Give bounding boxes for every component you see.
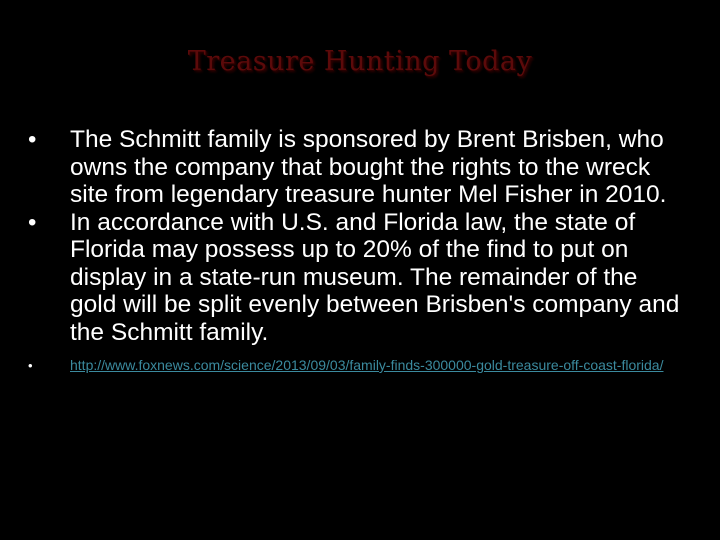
bullet-item xyxy=(28,126,688,209)
bullet-icon: • xyxy=(28,208,37,236)
bullet-text: The Schmitt family is sponsored by Brent Brisben, who owns the company that bought the rights to the wreck site from legendary treasure hunter Mel Fisher in 2010. xyxy=(70,126,667,208)
source-link-item xyxy=(28,358,670,373)
bullet-text: In accordance with U.S. and Florida law, the state of Florida may possess up to 20% of the find to put on display in a state-run museum. The remainder of the gold will be split evenly between Brisben's company and the Schmitt family. xyxy=(70,208,680,346)
bullet-icon: • xyxy=(28,358,33,373)
bullet-list xyxy=(28,126,688,373)
slide-title: Treasure Hunting Today xyxy=(187,46,533,77)
bullet-icon: • xyxy=(28,126,37,153)
bullet-item xyxy=(28,209,688,347)
source-link[interactable]: http://www.foxnews.com/science/2013/09/03/family-finds-300000-gold-treasure-off-coast-florida/ xyxy=(70,357,664,373)
